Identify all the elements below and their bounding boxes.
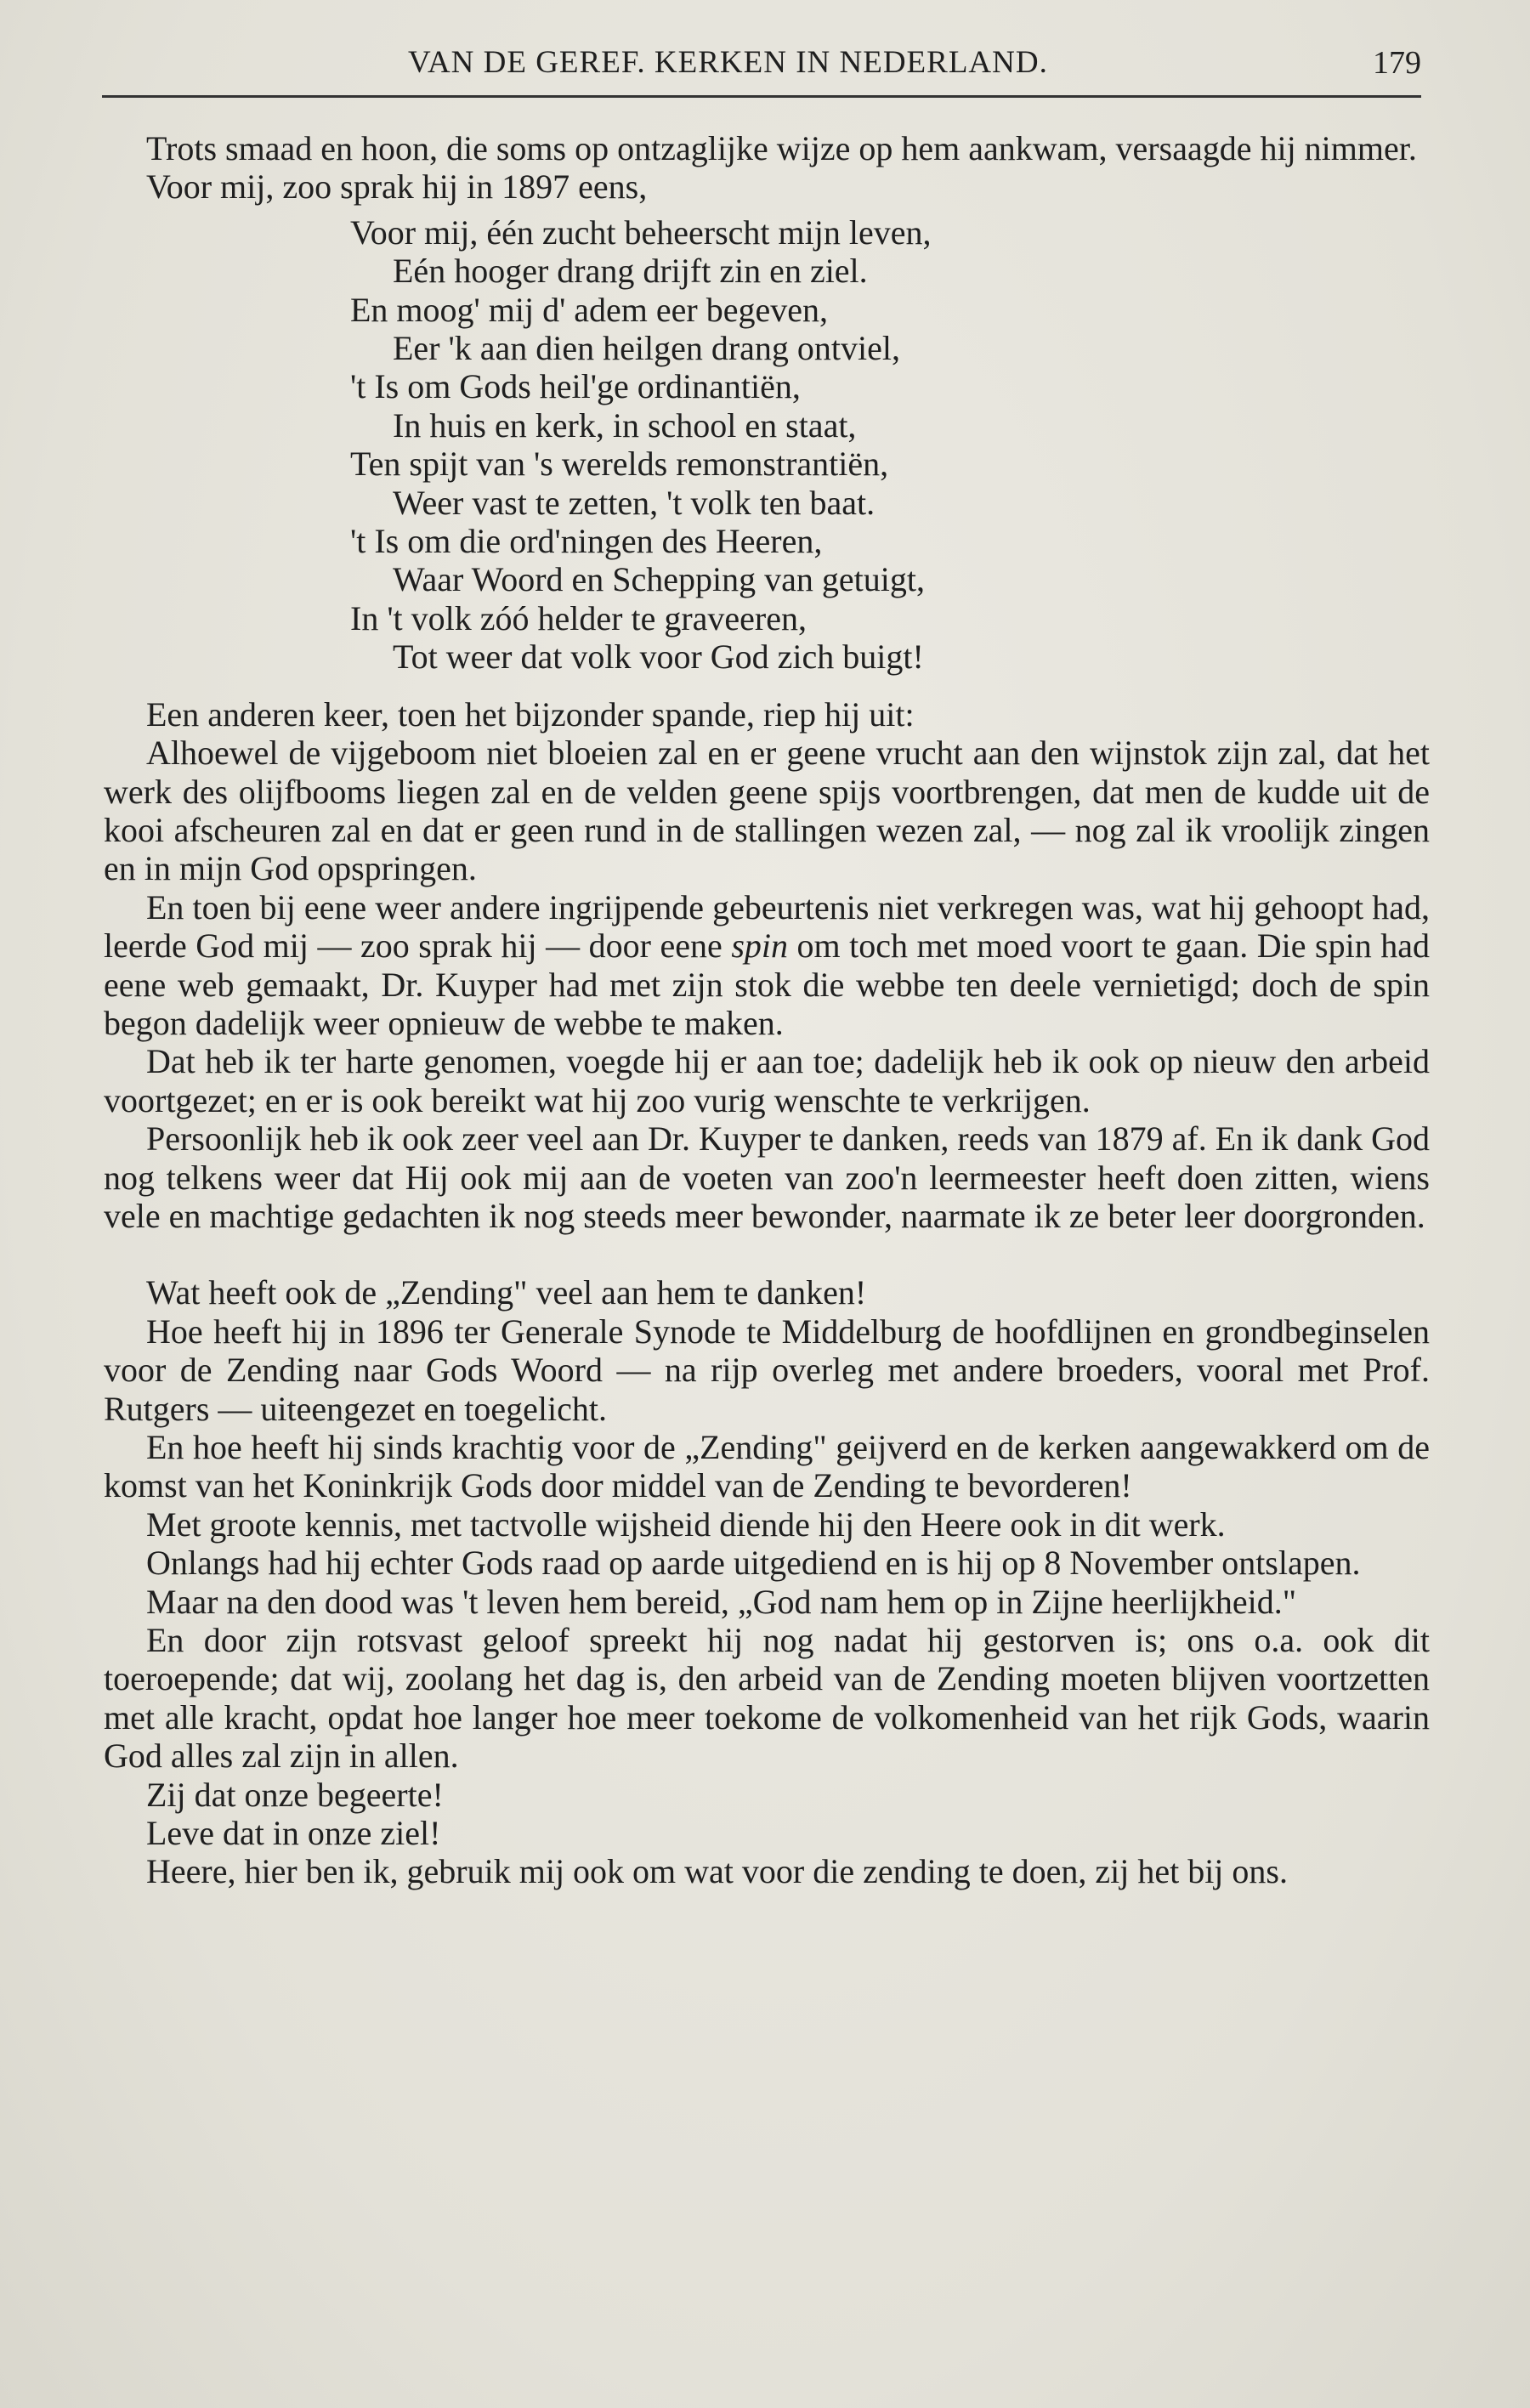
poem-line: Weer vast te zetten, 't volk ten baat. xyxy=(393,483,876,522)
paragraph: Leve dat in onze ziel! xyxy=(146,1814,441,1853)
paragraph: En door zijn rotsvast geloof spreekt hij nog nadat hij gestorven is; ons o.a. ook dit toeroepende; dat wij, zoolang het dag is, den arbeid van de Zending moeten blijven voortzetten met alle kracht, opdat hoe langer hoe meer toekome de volkomenheid van het rijk Gods, waarin God alles zal zijn in allen. xyxy=(104,1621,1430,1776)
paragraph: Met groote kennis, met tactvolle wijsheid diende hij den Heere ook in dit werk. xyxy=(146,1504,1226,1544)
paragraph: Een anderen keer, toen het bijzonder spande, riep hij uit: xyxy=(146,694,915,734)
poem-line: Tot weer dat volk voor God zich buigt! xyxy=(393,637,924,677)
paragraph: Trots smaad en hoon, die soms op ontzaglijke wijze op hem aankwam, versaagde hij nimmer. xyxy=(146,129,1417,167)
paragraph: Wat heeft ook de „Zending" veel aan hem te danken! xyxy=(146,1273,867,1312)
poem-line: 't Is om die ord'ningen des Heeren, xyxy=(350,522,823,561)
header-rule xyxy=(102,95,1421,98)
paragraph: Dat heb ik ter harte genomen, voegde hij er aan toe; dadelijk heb ik ook op nieuw den arbeid voortgezet; en er is ook bereikt wat hij zoo vurig wenschte te verkrijgen. xyxy=(104,1042,1430,1119)
body-text xyxy=(104,129,1430,1891)
poem-line: 't Is om Gods heil'ge ordinantiën, xyxy=(350,367,801,406)
paragraph: Maar na den dood was 't leven hem bereid, „God nam hem op in Zijne heerlijkheid." xyxy=(146,1582,1297,1621)
poem-line: En moog' mij d' adem eer begeven, xyxy=(350,290,829,329)
page-header xyxy=(102,44,1421,95)
poem-line: In 't volk zóó helder te graveeren, xyxy=(350,598,807,637)
poem-line: Waar Woord en Schepping van getuigt, xyxy=(393,560,925,599)
section-gap xyxy=(104,1235,1430,1273)
paragraph: Alhoewel de vijgeboom niet bloeien zal en er geene vrucht aan den wijnstok zijn zal, dat het werk des olijfbooms liegen zal en de velden geene spijs voortbrengen, dat men de kudde uit de kooi afscheuren zal en dat er geen rund in de stallingen wezen zal, — nog zal ik vroolijk zingen en in mijn God opspringen. xyxy=(104,734,1430,888)
paragraph: En hoe heeft hij sinds krachtig voor de „Zending" geijverd en de kerken aangewakkerd om de komst van het Koninkrijk Gods door middel van de Zending te bevorderen! xyxy=(104,1428,1430,1505)
spin-text-before: En toen bij eene weer andere ingrijpende gebeurtenis niet verkregen was, wat hij gehoopt had, leerde God mij — zoo sprak hij — door eene xyxy=(104,887,1430,966)
poem-line: Ten spijt van 's werelds remonstrantiën, xyxy=(350,445,889,484)
paragraph: Heere, hier ben ik, gebruik mij ook om wat voor die zending te doen, zij het bij ons. xyxy=(146,1852,1288,1891)
spin-text-after: om toch met moed voort te gaan. Die spin had eene web gemaakt, Dr. Kuyper had met zijn stok die webbe ten deele vernietigd; doch de spin begon dadelijk weer opnieuw de webbe te maken. xyxy=(104,926,1431,1042)
paragraph: Zij dat onze begeerte! xyxy=(146,1775,444,1814)
poem xyxy=(350,213,1430,677)
poem-line: In huis en kerk, in school en staat, xyxy=(393,405,857,445)
paragraph: Voor mij, zoo sprak hij in 1897 eens, xyxy=(146,167,648,207)
running-title: VAN DE GEREF. KERKEN IN NEDERLAND. xyxy=(408,45,1048,80)
paragraph: Hoe heeft hij in 1896 ter Generale Synode te Middelburg de hoofdlijnen en grondbeginselen voor de Zending naar Gods Woord — na rijp overleg met andere broeders, vooral met Prof. Rutgers — uiteengezet en toegelicht. xyxy=(104,1312,1430,1428)
page-number: 179 xyxy=(1373,45,1421,81)
paragraph: Onlangs had hij echter Gods raad op aarde uitgediend en is hij op 8 November ontslapen. xyxy=(146,1544,1361,1583)
paragraph: Persoonlijk heb ik ook zeer veel aan Dr. Kuyper te danken, reeds van 1879 af. En ik dank God nog telkens weer dat Hij ook mij aan de voeten van zoo'n leermeester heeft doen zitten, wiens vele en machtige gedachten ik nog steeds meer bewonder, naarmate ik ze beter leer doorgronden. xyxy=(104,1119,1430,1235)
poem-line: Voor mij, één zucht beheerscht mijn leven, xyxy=(350,212,932,252)
spin-emphasis: spin xyxy=(731,926,788,966)
poem-line: Eer 'k aan dien heilgen drang ontviel, xyxy=(393,329,900,368)
paragraph-spin xyxy=(104,888,1430,1043)
poem-line: Eén hooger drang drijft zin en ziel. xyxy=(393,252,868,291)
